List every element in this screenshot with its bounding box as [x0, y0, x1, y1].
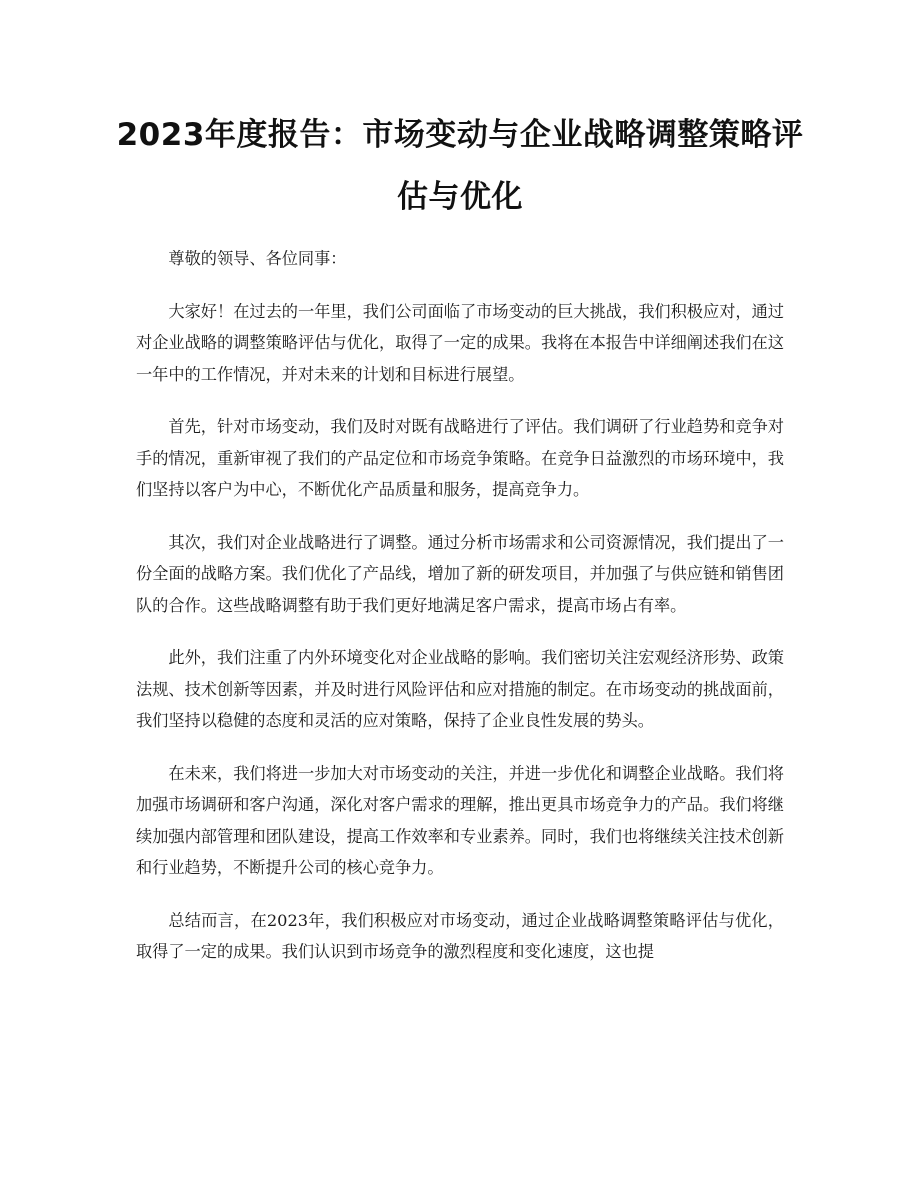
paragraph-environment: 此外，我们注重了内外环境变化对企业战略的影响。我们密切关注宏观经济形势、政策法规、技术创新等因素，并及时进行风险评估和应对措施的制定。在市场变动的挑战面前，我们坚持以稳健的态度和灵活的应对策略，保持了企业良性发展的势头。: [136, 648, 784, 730]
paragraph-intro: 大家好！在过去的一年里，我们公司面临了市场变动的巨大挑战，我们积极应对，通过对企业战略的调整策略评估与优化，取得了一定的成果。我将在本报告中详细阐述我们在这一年中的工作情况，并对未来的计划和目标进行展望。: [136, 301, 784, 384]
paragraph-summary: 总结而言，在2023年，我们积极应对市场变动，通过企业战略调整策略评估与优化，取得了一定的成果。我们认识到市场竞争的激烈程度和变化速度，这也提: [136, 910, 784, 961]
paragraph-future: 在未来，我们将进一步加大对市场变动的关注，并进一步优化和调整企业战略。我们将加强市场调研和客户沟通，深化对客户需求的理解，推出更具市场竞争力的产品。我们将继续加强内部管理和团队建设，提高工作效率和专业素养。同时，我们也将继续关注技术创新和行业趋势，不断提升公司的核心竞争力。: [136, 763, 784, 877]
paragraph-evaluation: 首先，针对市场变动，我们及时对既有战略进行了评估。我们调研了行业趋势和竞争对手的情况，重新审视了我们的产品定位和市场竞争策略。在竞争日益激烈的市场环境中，我们坚持以客户为中心，不断优化产品质量和服务，提高竞争力。: [136, 417, 784, 499]
paragraph-adjustment: 其次，我们对企业战略进行了调整。通过分析市场需求和公司资源情况，我们提出了一份全面的战略方案。我们优化了产品线，增加了新的研发项目，并加强了与供应链和销售团队的合作。这些战略调整有助于我们更好地满足客户需求，提高市场占有率。: [136, 532, 784, 615]
document-title: 2023年度报告：市场变动与企业战略调整策略评估与优化: [116, 117, 804, 215]
salutation: 尊敬的领导、各位同事：: [168, 249, 347, 268]
document-body: [136, 243, 784, 989]
